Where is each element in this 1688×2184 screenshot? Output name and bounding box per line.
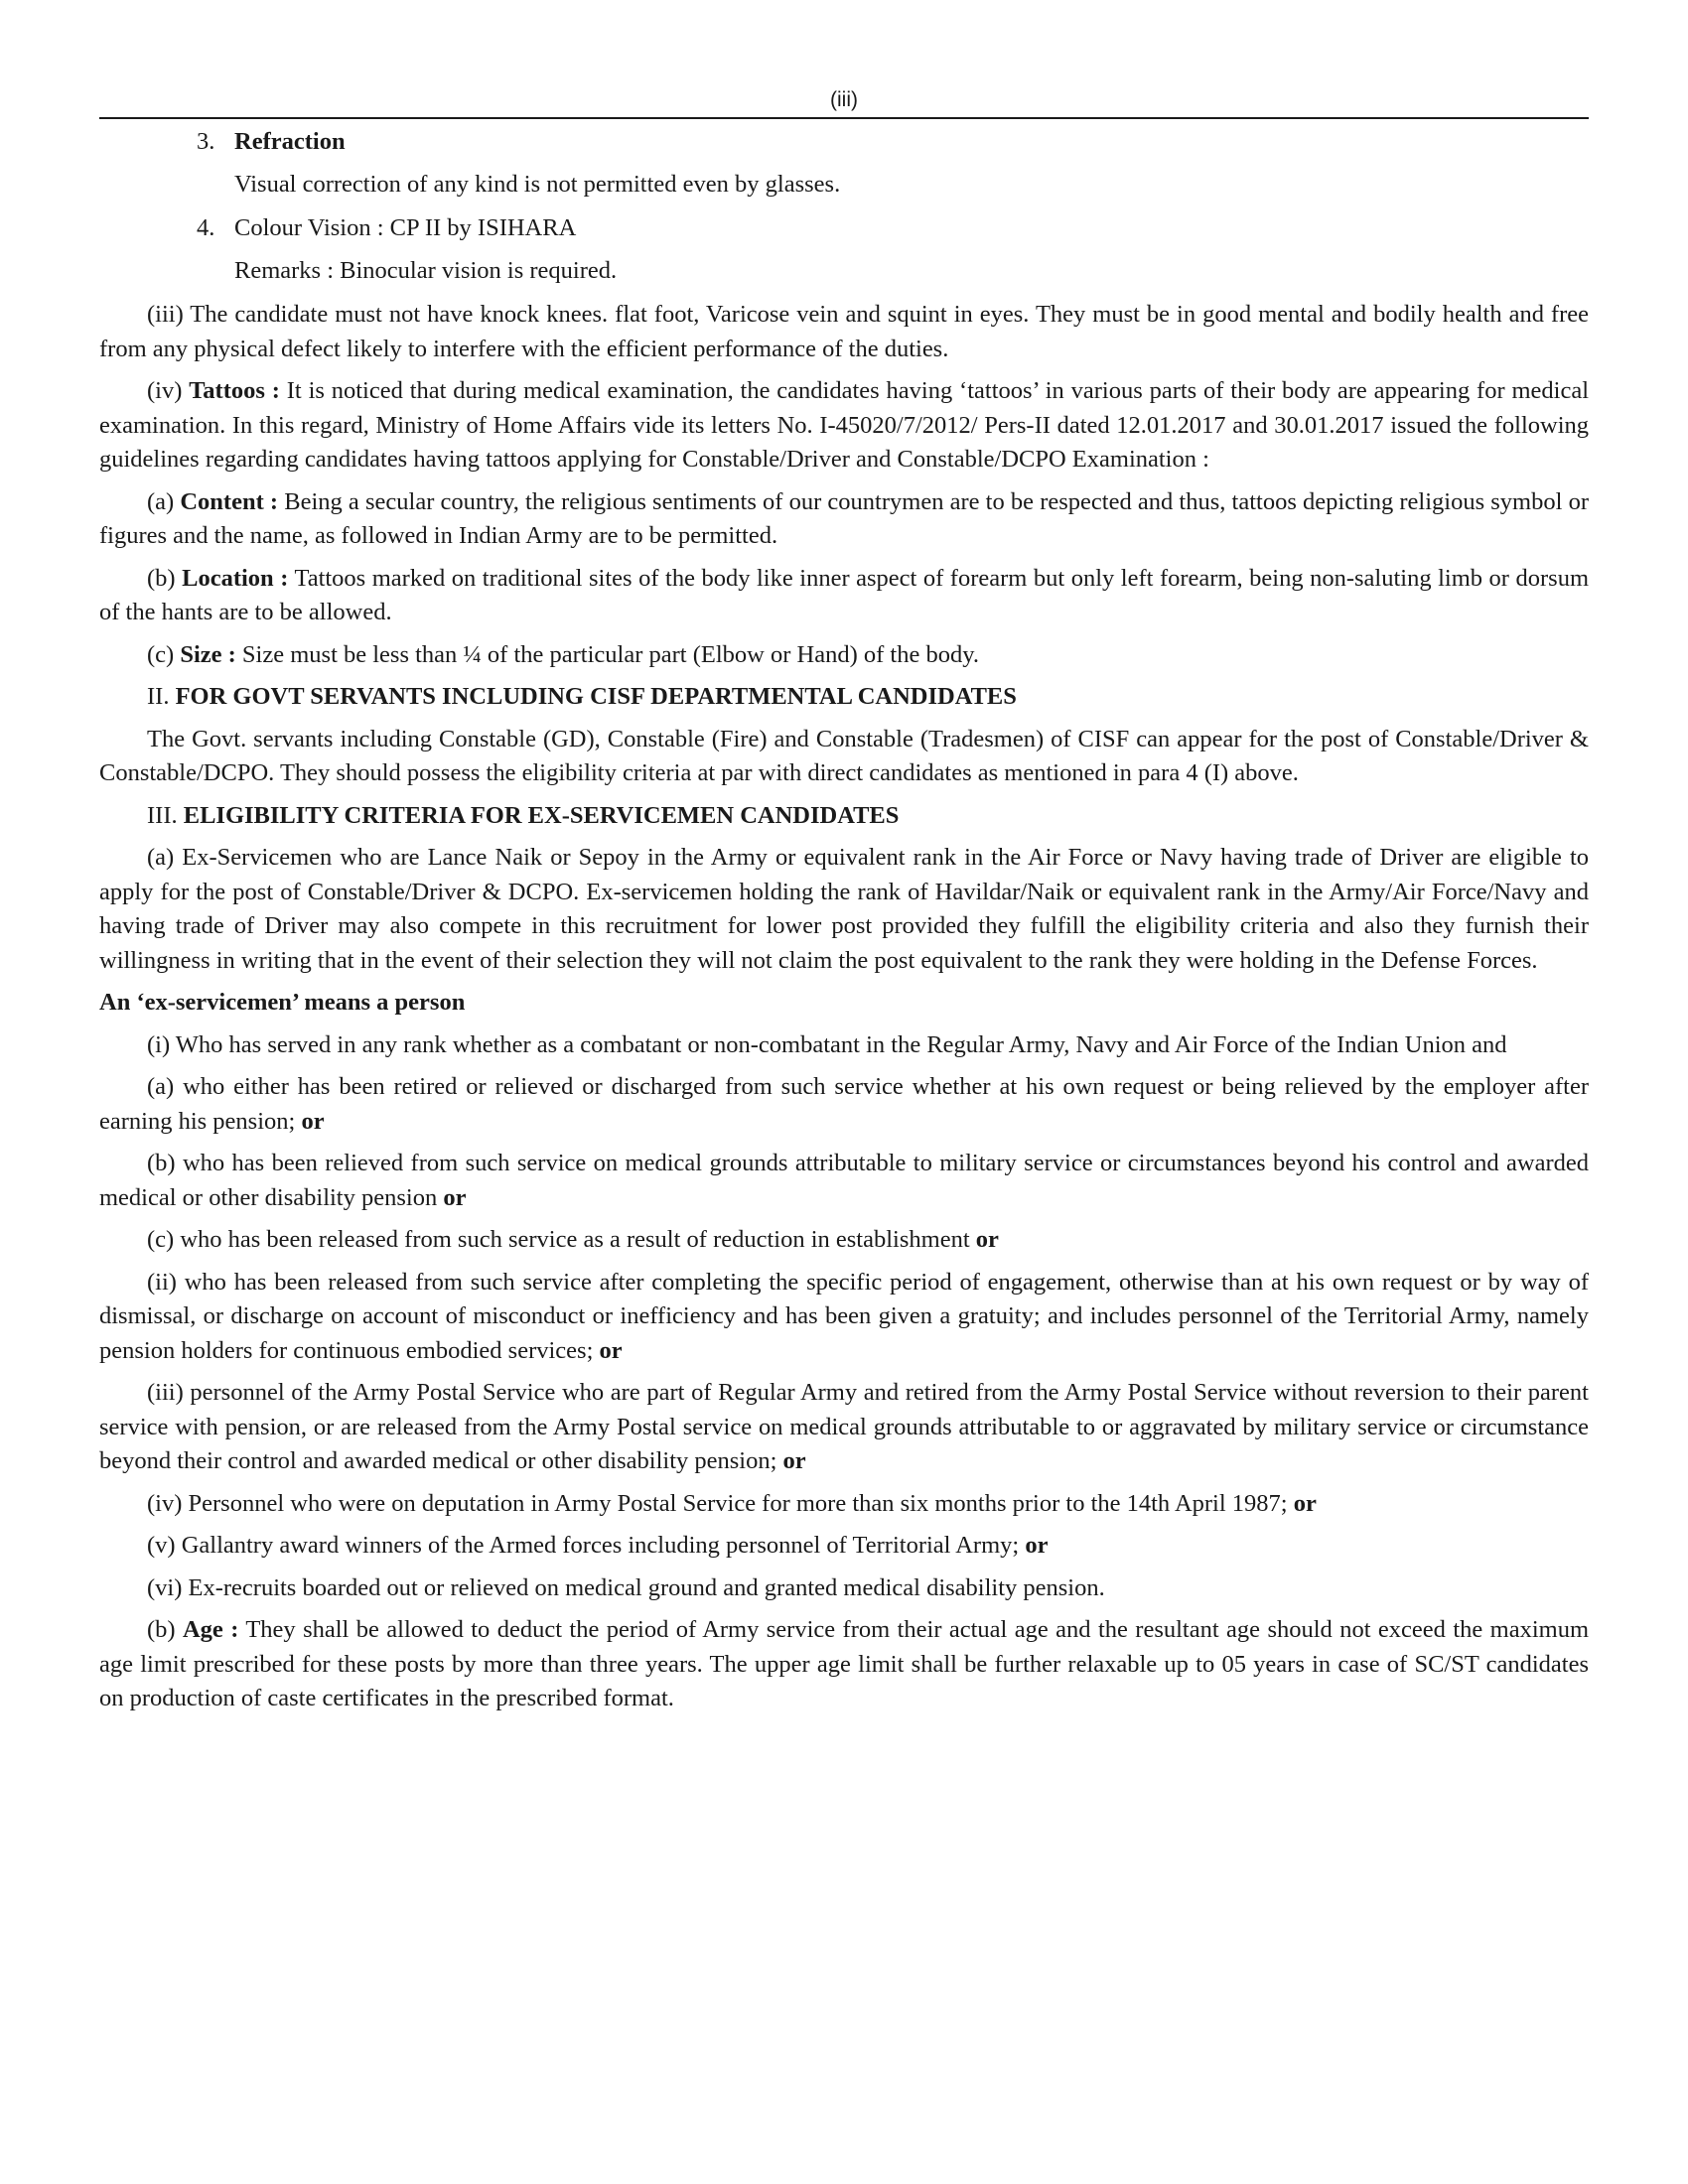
list-item: (c) who has been released from such service as a result of reduction in establishment or bbox=[147, 1226, 999, 1253]
list-item: (b) who has been relieved from such service on medical grounds attributable to military service or circumstances beyond his control and awarded medical or other disability pension or bbox=[99, 1150, 1589, 1211]
list-item: (ii) who has been released from such service after completing the specific period of engagement, otherwise than at his own request or by way of dismissal, or discharge on account of misconduct or inefficiency and has been given a gratuity; and includes personnel of the Territorial Army, namely pension holders for continuous embodied services; or bbox=[99, 1268, 1589, 1364]
location-label: Location : bbox=[182, 564, 289, 592]
age-label: Age : bbox=[182, 1616, 239, 1643]
list-number: 4. bbox=[197, 214, 215, 241]
paragraph-location: (b) Location : Tattoos marked on traditional sites of the body like inner aspect of forearm but only left forearm, being non-saluting limb or dorsum of the hants are to be allowed. bbox=[99, 564, 1589, 625]
section-iii-paragraph: (a) Ex-Servicemen who are Lance Naik or Sepoy in the Army or equivalent rank in the Air Force or Navy having trade of Driver are eligible to apply for the post of Constable/Driver & DCPO. Ex-servicemen holding the rank of Havildar/Naik or equivalent rank in the Army/Air Force/Navy and having trade of Driver may also compete in this recruitment for lower post provided they fulfill the eligibility criteria and also they furnish their willingness in writing that in the event of their selection they will not claim the post equivalent to the rank they were holding in the Defense Forces. bbox=[99, 844, 1589, 974]
paragraph-age: (b) Age : They shall be allowed to deduct the period of Army service from their actual age and the resultant age should not exceed the maximum age limit prescribed for these posts by more than three years. The upper age limit shall be further relaxable up to 05 years in case of SC/ST candidates on production of caste certificates in the prescribed format. bbox=[99, 1616, 1590, 1711]
list-item-colour-vision bbox=[99, 211, 1589, 288]
tattoos-label: Tattoos : bbox=[189, 377, 280, 404]
size-label: Size : bbox=[180, 640, 236, 668]
paragraph-tattoos: (iv) Tattoos : It is noticed that during medical examination, the candidates having ‘tattoos’ in various parts of their body are appearing for medical examination. In this regard, Ministry of Home Affairs vide its letters No. I-45020/7/2012/ Pers-II dated 12.01.2017 and 30.01.2017 issued the following guidelines regarding candidates having tattoos applying for Constable/Driver and Constable/DCPO Examination : bbox=[99, 377, 1589, 473]
list-item: (vi) Ex-recruits boarded out or relieved on medical ground and granted medical disability pension. bbox=[147, 1573, 1105, 1601]
list-title: Refraction bbox=[234, 128, 346, 155]
content-label: Content : bbox=[180, 487, 279, 515]
list-item: (v) Gallantry award winners of the Armed forces including personnel of Territorial Army; or bbox=[147, 1532, 1049, 1559]
paragraph-content: (a) Content : Being a secular country, the religious sentiments of our countrymen are to be respected and thus, tattoos depicting religious symbol or figures and the name, as followed in Indian Army are to be permitted. bbox=[99, 487, 1589, 549]
list-title: Colour Vision : CP II by ISIHARA bbox=[234, 214, 577, 241]
section-ii-paragraph: The Govt. servants including Constable (GD), Constable (Fire) and Constable (Tradesmen) of CISF can appear for the post of Constable/Driver & Constable/DCPO. They should possess the eligibility criteria at par with direct candidates as mentioned in para 4 (I) above. bbox=[99, 725, 1589, 786]
page-number: (iii) bbox=[830, 88, 858, 111]
list-body: Visual correction of any kind is not permitted even by glasses. bbox=[234, 170, 841, 198]
list-body: Remarks : Binocular vision is required. bbox=[234, 256, 618, 284]
list-item: (iv) Personnel who were on deputation in Army Postal Service for more than six months prior to the 14th April 1987; or bbox=[147, 1489, 1317, 1517]
document-page bbox=[99, 87, 1589, 2172]
ex-servicemen-heading: An ‘ex-servicemen’ means a person bbox=[99, 989, 466, 1016]
section-heading-iii: III. ELIGIBILITY CRITERIA FOR EX-SERVICEMEN CANDIDATES bbox=[147, 801, 900, 829]
list-item: (iii) personnel of the Army Postal Service who are part of Regular Army and retired from the Army Postal Service without reversion to their parent service with pension, or are released from the Army Postal service on medical grounds attributable to or aggravated by military service or circumstance beyond their control and awarded medical or other disability pension; or bbox=[99, 1379, 1589, 1474]
list-number: 3. bbox=[197, 128, 215, 155]
list-item-refraction bbox=[99, 125, 1589, 202]
ex-servicemen-list bbox=[99, 1028, 1589, 1606]
section-heading-ii: II. FOR GOVT SERVANTS INCLUDING CISF DEPARTMENTAL CANDIDATES bbox=[147, 683, 1017, 710]
list-item: (i) Who has served in any rank whether as a combatant or non-combatant in the Regular Army, Navy and Air Force of the Indian Union and bbox=[147, 1030, 1507, 1058]
header-rule bbox=[99, 117, 1589, 119]
list-item: (a) who either has been retired or relieved or discharged from such service whether at his own request or being relieved by the employer after earning his pension; or bbox=[99, 1073, 1589, 1135]
paragraph-size: (c) Size : Size must be less than ¼ of the particular part (Elbow or Hand) of the body. bbox=[147, 640, 979, 668]
paragraph-iii: (iii) The candidate must not have knock knees. flat foot, Varicose vein and squint in eyes. They must be in good mental and bodily health and free from any physical defect likely to interfere with the efficient performance of the duties. bbox=[99, 301, 1589, 362]
